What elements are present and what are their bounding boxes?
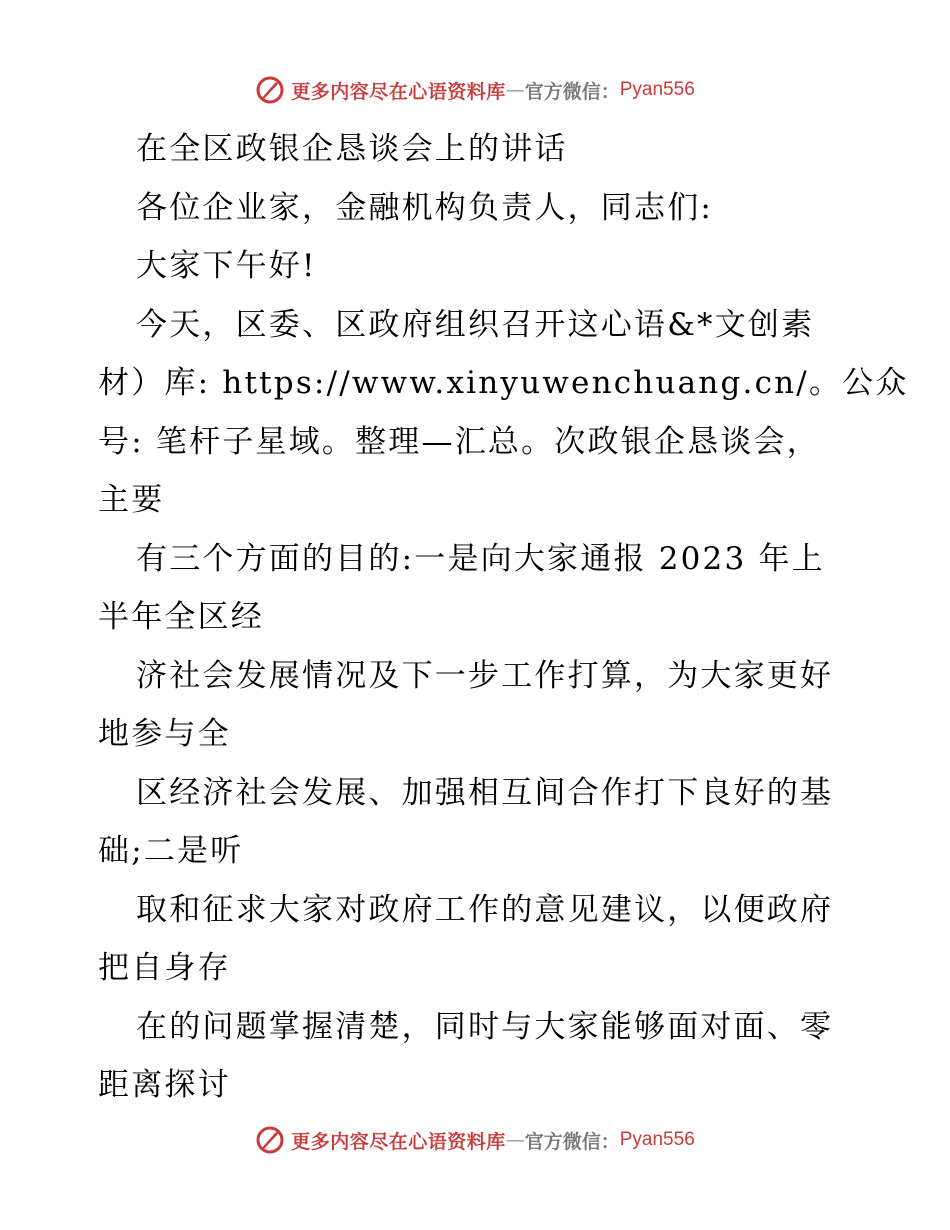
quill-circle-logo-icon [255,75,285,105]
text-line: 主要 [98,482,165,518]
text-line: 地参与全 [98,716,231,752]
watermark-brand: 更多内容尽在心语资料库 [291,1130,506,1153]
watermark-wechat-label: 官方微信： [524,80,620,103]
watermark-separator: — [505,79,525,101]
text-line: 半年全区经 [98,599,264,635]
watermark-banner-top [0,70,950,110]
watermark-banner-bottom [0,1120,950,1160]
text-line: 把自身存 [98,950,231,986]
document-body [98,120,909,1115]
text-line: 距离探讨 [98,1067,231,1103]
text-line: 取和征求大家对政府工作的意见建议，以便政府 [136,891,834,928]
text-line: 济社会发展情况及下一步工作打算，为大家更好 [136,657,834,694]
text-line: 今天，区委、区政府组织召开这心语&*文创素 [136,306,815,343]
text-line: 号: 笔杆子星域。整理—汇总。次政银企恳谈会， [98,423,820,460]
watermark-brand: 更多内容尽在心语资料库 [291,80,506,103]
watermark-handle: Pyan556 [619,79,695,100]
text-line: 各位企业家，金融机构负责人，同志们: [136,189,714,226]
watermark-separator: — [505,1129,525,1151]
text-line: 在全区政银企恳谈会上的讲话 [136,131,568,167]
text-line: 有三个方面的目的:一是向大家通报 2023 年上 [136,540,825,577]
watermark-handle: Pyan556 [619,1129,695,1150]
text-line: 材）库: https://www.xinyuwenchuang.cn/。公众 [98,365,909,401]
text-line: 大家下午好! [136,248,317,284]
watermark-wechat-label: 官方微信： [524,1130,620,1153]
quill-circle-logo-icon [255,1125,285,1155]
text-line: 础;二是听 [98,833,244,869]
text-line: 区经济社会发展、加强相互间合作打下良好的基 [136,774,834,811]
text-line: 在的问题掌握清楚，同时与大家能够面对面、零 [136,1008,834,1045]
